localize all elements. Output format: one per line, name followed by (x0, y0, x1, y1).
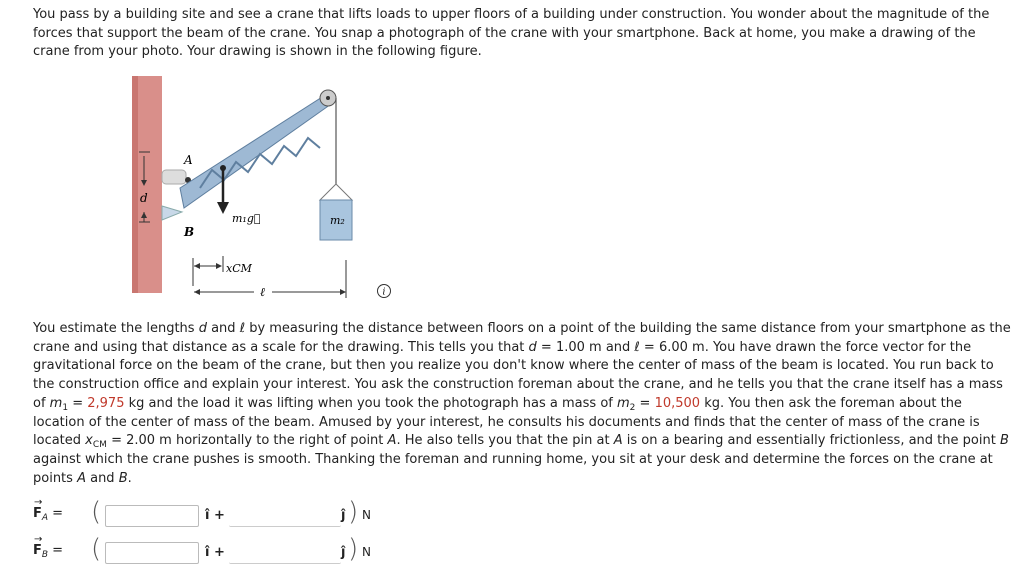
problem-body: You estimate the lengths d and ℓ by measuring the distance between floors on a point of the building the same distance from your smartphone as the crane and using that distance as a scale for the drawing. This tells you that d = 1.00 m and ℓ = 6.00 m. You have drawn the force vector for the gravitational force on the beam of the crane, but then you realize you don't know where the center of mass of the beam is located. You run back to the construction office and explain your interest. You ask the construction foreman about the crane, and he tells you that the crane itself has a mass of $m_1 = 2,975$ kg and the load it was lifting when you took the photograph has a mass of $m_2 = 10,500$ kg. You then ask the foreman about the location of the center of mass of the beam. Amused by your interest, he consults his documents and finds that the center of mass of the crane is located $x_{CM} = 2.00$ m horizontally to the right of point A. He also tells you that the pin at A is on a bearing and essentially frictionless, and the point B against which the crane pushes is smooth. Thanking the foreman and running home, you sit at your desk and determine the forces on the crane at points A and B. (33, 321, 1011, 486)
FB-x-input[interactable] (105, 542, 199, 564)
label-xcm: xCM (226, 262, 252, 275)
label-A: A (184, 153, 193, 167)
i-hat-label: î + (205, 508, 225, 523)
open-paren: ( (91, 497, 102, 527)
label-d: d (140, 191, 148, 205)
answer-row-FB (33, 534, 393, 567)
j-hat-label: ĵ (341, 545, 346, 560)
FB-label: → $F_B$ = (33, 534, 63, 560)
i-hat-label: î + (205, 545, 225, 560)
close-paren: ) (348, 497, 359, 527)
FB-y-input[interactable] (229, 542, 341, 564)
label-m1g: m₁g⃗ (232, 212, 261, 225)
load-m2 (320, 184, 352, 200)
answer-row-FA (33, 497, 393, 530)
label-m2: m₂ (330, 214, 345, 227)
FA-y-input[interactable] (229, 505, 341, 527)
crane-beam (180, 90, 336, 208)
j-hat-label: ĵ (341, 508, 346, 523)
crane-figure (120, 76, 390, 306)
info-circle-icon[interactable] (376, 283, 392, 299)
label-l: ℓ (260, 285, 265, 299)
FA-x-input[interactable] (105, 505, 199, 527)
open-paren: ( (91, 534, 102, 564)
label-B: B (184, 225, 195, 239)
close-paren: ) (348, 534, 359, 564)
FA-label: → $F_A$ = (33, 497, 63, 523)
problem-intro: You pass by a building site and see a crane that lifts loads to upper floors of a building under construction. You wonder about the magnitude of the forces that support the beam of the crane. You snap a photograph of the crane with your smartphone. Back at home, you make a drawing of the crane from your photo. Your drawing is shown in the following figure. (33, 7, 990, 60)
unit-label: N (362, 508, 371, 522)
svg-text:i: i (382, 287, 386, 298)
m2-value: 10,500 (654, 395, 701, 411)
m1-value: 2,975 (87, 395, 125, 411)
unit-label: N (362, 545, 371, 559)
